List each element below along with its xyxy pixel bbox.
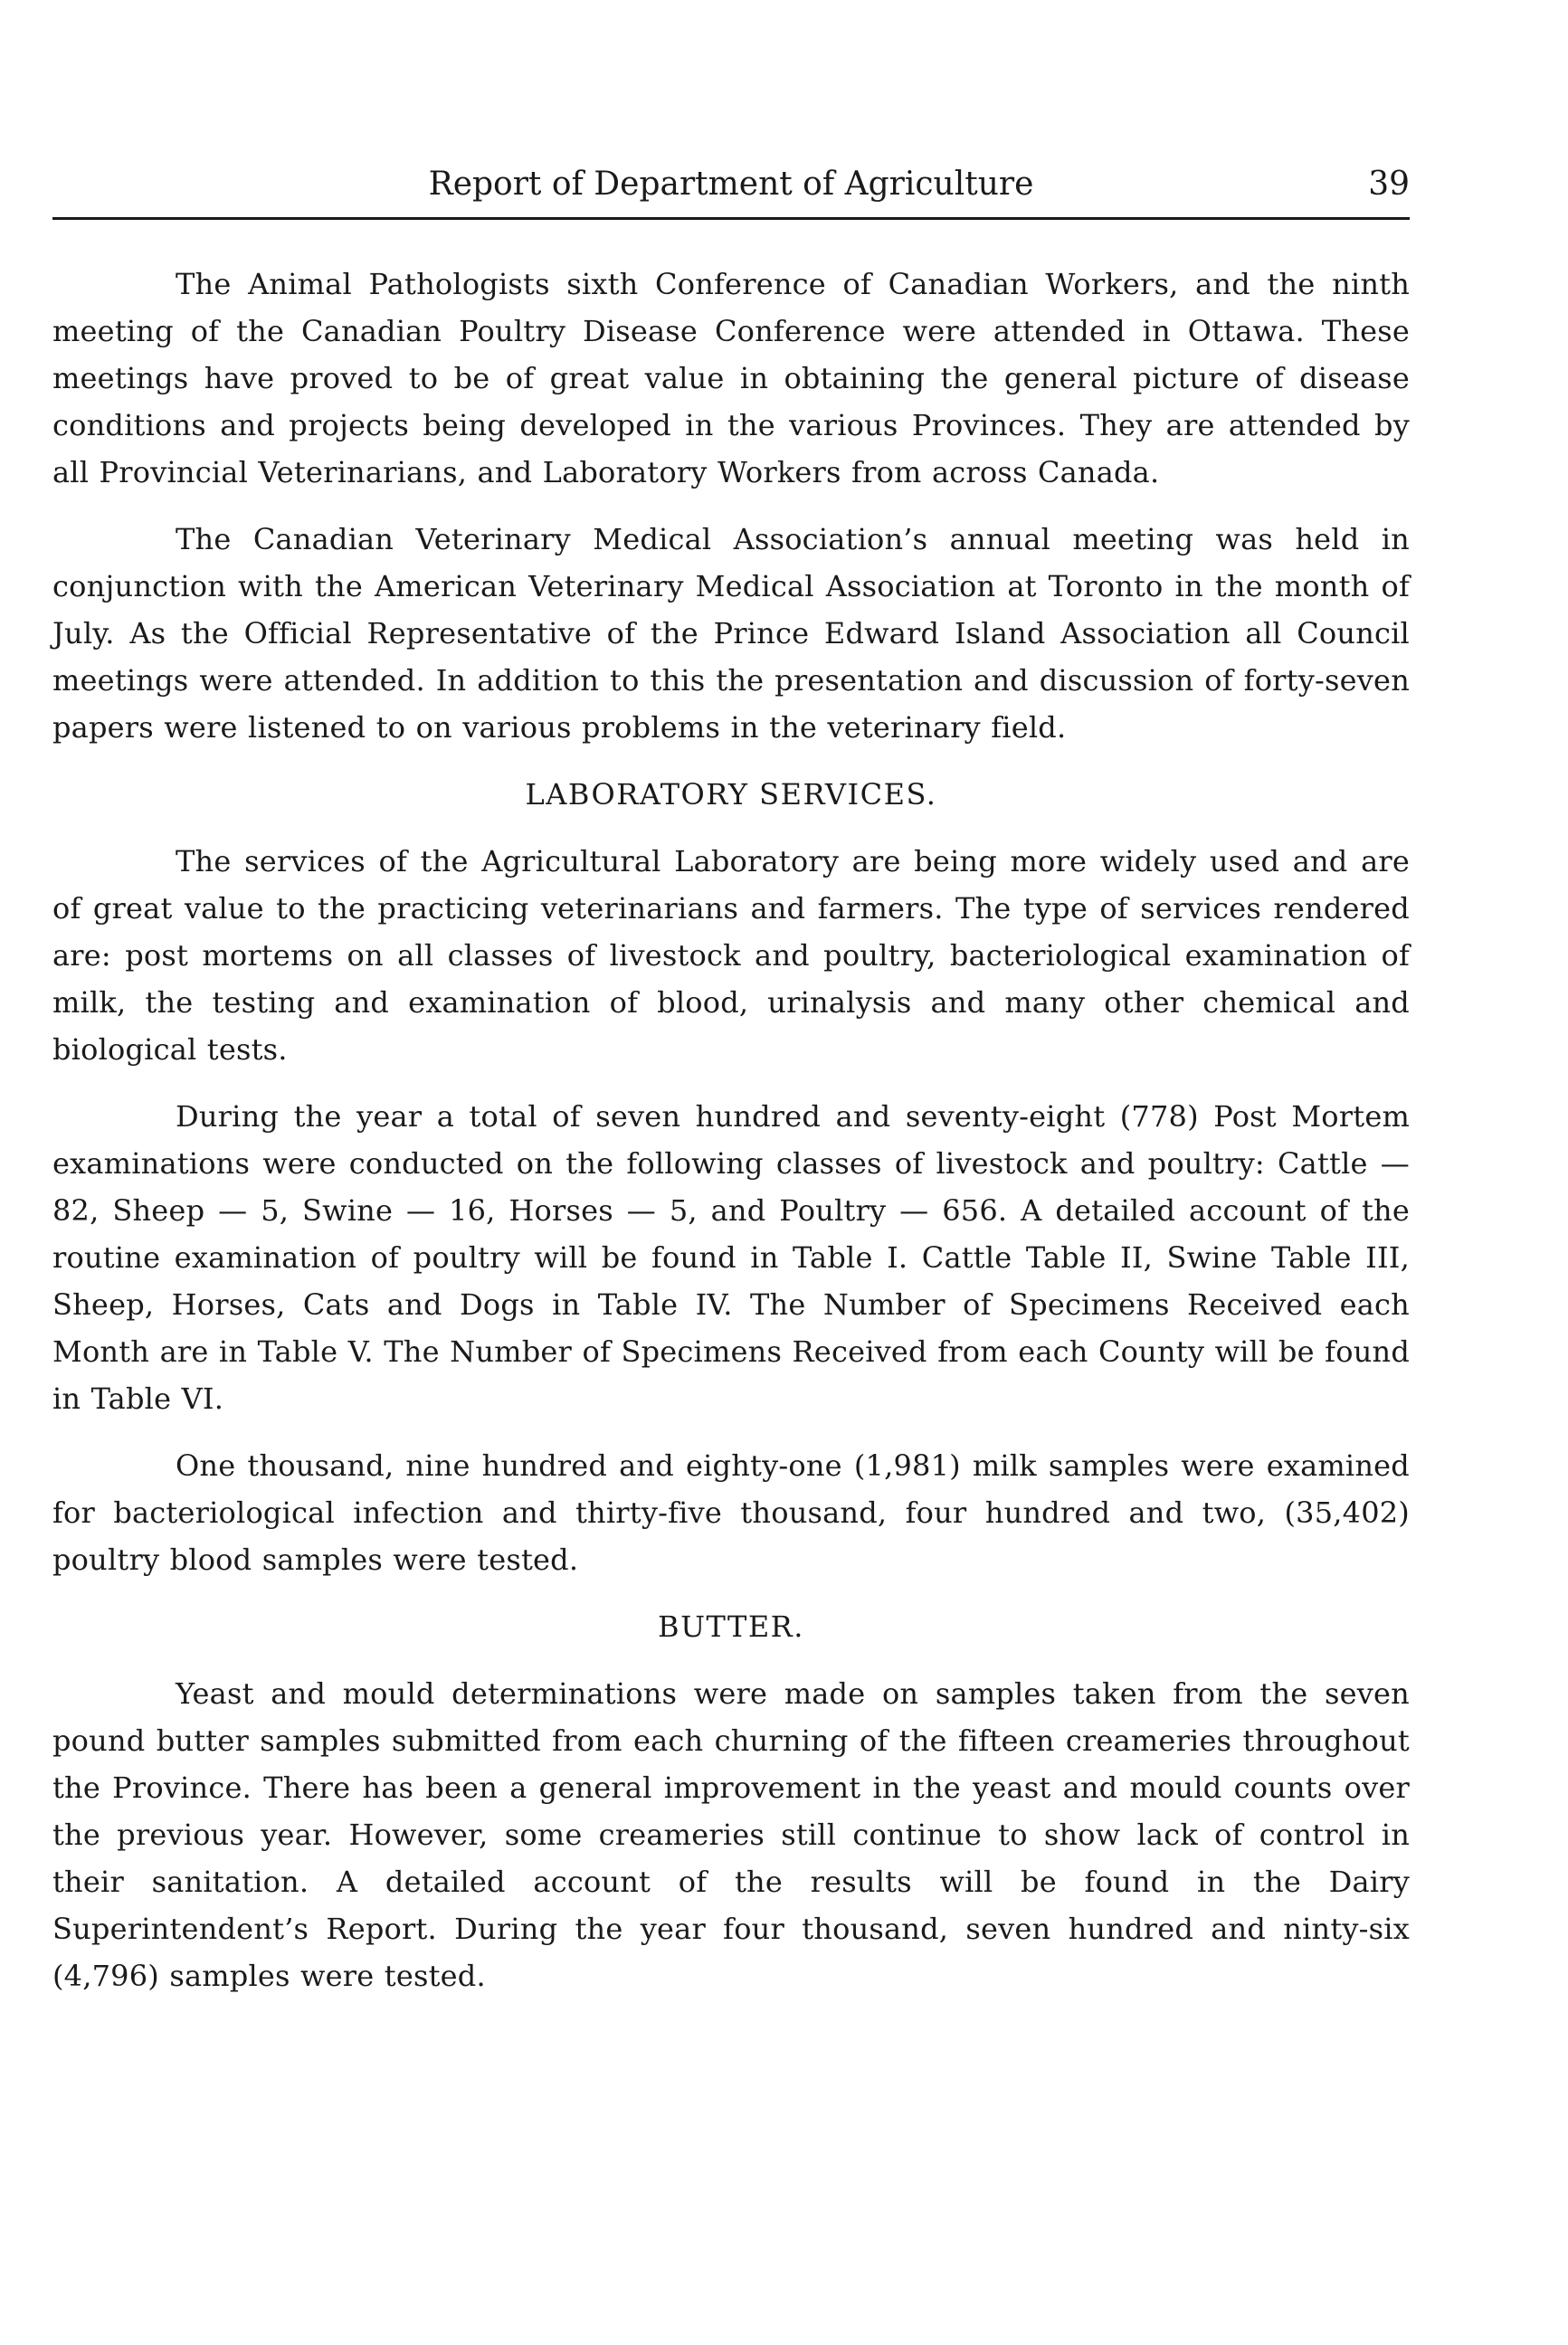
paragraph-post-mortems: During the year a total of seven hundred and seventy-eight (778) Post Mortem examinations were conducted on the following classes of livestock and poultry: Cattle — 82, Sheep — 5, Swine — 16, Horses — 5, and Poultry — 656. A detailed account of the routine examination of poultry will be found in Table I. Cattle Table II, Swine Table III, Sheep, Horses, Cats and Dogs in Table IV. The Number of Specimens Received each Month are in Table V. The Number of Specimens Received from each County will be found in Table VI. (52, 1099, 1410, 1416)
header-rule (52, 217, 1410, 220)
paragraph-lab-services: The services of the Agricultural Laboratory are being more widely used and are of great value to the practicing veterinarians and farmers. The type of services rendered are: post mortems on all classes of livestock and poultry, bacteriological examination of milk, the testing and examination of blood, urinalysis and many other chemical and biological tests. (52, 844, 1410, 1067)
body-text (52, 261, 1410, 2019)
paragraph-conference: The Animal Pathologists sixth Conference of Canadian Workers, and the ninth meeting of the Canadian Poultry Disease Conference were attended in Ottawa. These meetings have proved to be of great value in obtaining the general picture of disease conditions and projects being developed in the various Provinces. They are attended by all Provincial Veterinarians, and Laboratory Workers from across Canada. (52, 267, 1410, 489)
section-heading-butter: BUTTER. (658, 1609, 804, 1644)
paragraph-milk-blood-samples: One thousand, nine hundred and eighty-one (1,981) milk samples were examined for bacteriological infection and thirty-five thousand, four hundred and two, (35,402) poultry blood samples were tested. (52, 1448, 1410, 1577)
running-head (52, 161, 1410, 208)
section-heading-laboratory-services: LABORATORY SERVICES. (525, 777, 937, 812)
paragraph-cvma-meeting: The Canadian Veterinary Medical Association’s annual meeting was held in conjunction with the American Veterinary Medical Association at Toronto in the month of July. As the Official Representative of the Prince Edward Island Association all Council meetings were attended. In addition to this the presentation and discussion of forty-seven papers were listened to on various problems in the veterinary field. (52, 522, 1410, 745)
running-title: Report of Department of Agriculture (428, 166, 1034, 203)
page-number: 39 (1368, 166, 1410, 203)
paragraph-butter: Yeast and mould determinations were made on samples taken from the seven pound butter samples submitted from each churning of the fifteen creameries throughout the Province. There has been a general improvement in the yeast and mould counts over the previous year. However, some creameries still continue to show lack of control in their sanitation. A detailed account of the results will be found in the Dairy Superintendent’s Report. During the year four thousand, seven hundred and ninty-six (4,796) samples were tested. (52, 1676, 1410, 1993)
